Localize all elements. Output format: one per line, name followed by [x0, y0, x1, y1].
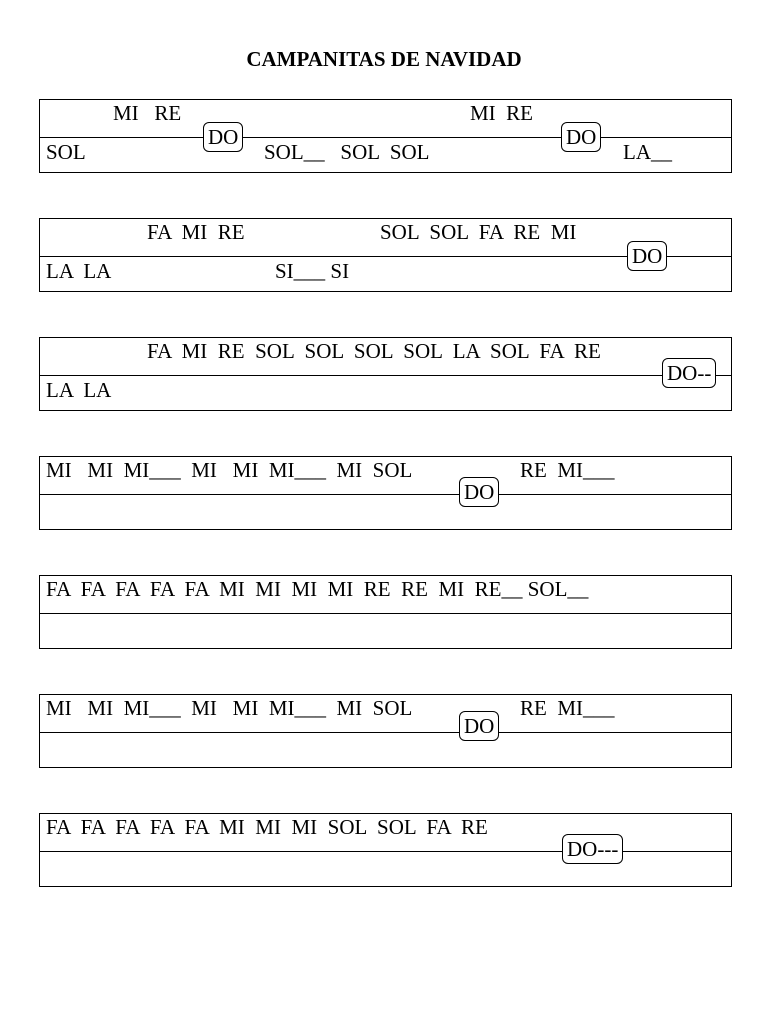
lower-notes: SOL — [46, 140, 86, 164]
lower-notes: LA__ — [623, 140, 672, 164]
staff-row-5 — [39, 575, 732, 649]
page-title: CAMPANITAS DE NAVIDAD — [246, 47, 522, 71]
staff-row-1 — [39, 99, 732, 173]
staff-row-4 — [39, 456, 732, 530]
upper-notes: MI MI MI___ MI MI MI___ MI SOL — [46, 458, 413, 482]
do-note-box: DO — [627, 241, 667, 271]
lower-notes: LA LA — [46, 259, 112, 283]
lower-notes: LA LA — [46, 378, 112, 402]
upper-notes: RE MI___ — [520, 458, 615, 482]
staff-row-2 — [39, 218, 732, 292]
staff-row-7 — [39, 813, 732, 887]
upper-notes: MI RE — [113, 101, 182, 125]
do-note-box: DO-- — [662, 358, 716, 388]
lower-notes: SI___ SI — [275, 259, 350, 283]
staff-line — [40, 137, 731, 138]
do-note-box: DO--- — [562, 834, 623, 864]
staff-line — [40, 494, 731, 495]
upper-notes: FA FA FA FA FA MI MI MI SOL SOL FA RE — [46, 815, 488, 839]
staff-line — [40, 375, 731, 376]
staff-row-3 — [39, 337, 732, 411]
upper-notes: MI MI MI___ MI MI MI___ MI SOL — [46, 696, 413, 720]
do-note-box: DO — [203, 122, 243, 152]
do-note-box: DO — [561, 122, 601, 152]
upper-notes: FA FA FA FA FA MI MI MI MI RE RE MI RE__ SOL__ — [46, 577, 589, 601]
upper-notes: SOL SOL FA RE MI — [380, 220, 577, 244]
staff-line — [40, 732, 731, 733]
staff-row-6 — [39, 694, 732, 768]
upper-notes: MI RE — [470, 101, 533, 125]
upper-notes: RE MI___ — [520, 696, 615, 720]
staff-line — [40, 613, 731, 614]
lower-notes: SOL__ SOL SOL — [264, 140, 430, 164]
upper-notes: FA MI RE SOL SOL SOL SOL LA SOL FA RE — [147, 339, 601, 363]
staff-line — [40, 851, 731, 852]
do-note-box: DO — [459, 477, 499, 507]
upper-notes: FA MI RE — [147, 220, 245, 244]
do-note-box: DO — [459, 711, 499, 741]
